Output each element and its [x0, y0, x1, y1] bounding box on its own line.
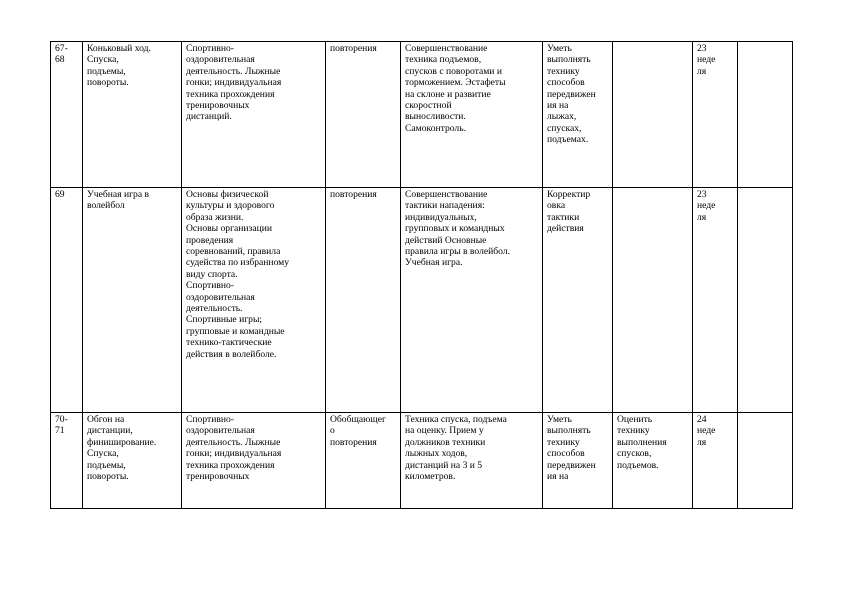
lesson-elements-cell: Техника спуска, подъема на оценку. Прием у должников техники лыжных ходов, дистанций на 3 и 5 километров.	[401, 413, 543, 509]
lesson-requirements-cell: Корректир овка тактики действия	[543, 188, 613, 413]
lesson-date-cell	[738, 42, 793, 188]
lesson-control-cell: Оценить технику выполнения спусков, подъемов.	[613, 413, 693, 509]
lesson-control-cell	[613, 188, 693, 413]
lesson-type-cell: повторения	[326, 42, 401, 188]
lesson-requirements-cell: Уметь выполнять технику способов передвижен ия на	[543, 413, 613, 509]
lesson-elements-cell: Совершенствование техника подъемов, спусков с поворотами и торможением. Эстафеты на склоне и развитие скоростной выносливости. Самоконтроль.	[401, 42, 543, 188]
lesson-control-cell	[613, 42, 693, 188]
lesson-number-cell: 69	[51, 188, 83, 413]
lesson-content-cell: Спортивно- оздоровительная деятельность. Лыжные гонки; индивидуальная техника прохождения тренировочных дистанций.	[182, 42, 326, 188]
lesson-requirements-cell: Уметь выполнять технику способов передвижен ия на лыжах, спусках, подъемах.	[543, 42, 613, 188]
lesson-content-cell: Основы физической культуры и здорового образа жизни. Основы организации проведения соревнований, правила судейства по избранному виду спорта. Спортивно- оздоровительная деятельность. Спортивные игры; групповые и командные технико-тактические действия в волейболе.	[182, 188, 326, 413]
lesson-topic-cell: Учебная игра в волейбол	[83, 188, 182, 413]
lesson-date-cell	[738, 413, 793, 509]
lesson-plan-table	[50, 41, 793, 509]
lesson-week-cell: 23 неде ля	[693, 188, 738, 413]
lesson-number-cell: 70- 71	[51, 413, 83, 509]
lesson-week-cell: 24 неде ля	[693, 413, 738, 509]
table-row	[51, 413, 793, 509]
table-row	[51, 42, 793, 188]
lesson-topic-cell: Обгон на дистанции, финиширование. Спуска, подъемы, повороты.	[83, 413, 182, 509]
lesson-topic-cell: Коньковый ход. Спуска, подъемы, повороты.	[83, 42, 182, 188]
lesson-date-cell	[738, 188, 793, 413]
lesson-content-cell: Спортивно- оздоровительная деятельность. Лыжные гонки; индивидуальная техника прохождения тренировочных	[182, 413, 326, 509]
lesson-week-cell: 23 неде ля	[693, 42, 738, 188]
lesson-number-cell: 67- 68	[51, 42, 83, 188]
table-row	[51, 188, 793, 413]
lesson-type-cell: Обобщающег о повторения	[326, 413, 401, 509]
lesson-elements-cell: Совершенствование тактики нападения: индивидуальных, групповых и командных действий Основные правила игры в волейбол. Учебная игра.	[401, 188, 543, 413]
lesson-type-cell: повторения	[326, 188, 401, 413]
